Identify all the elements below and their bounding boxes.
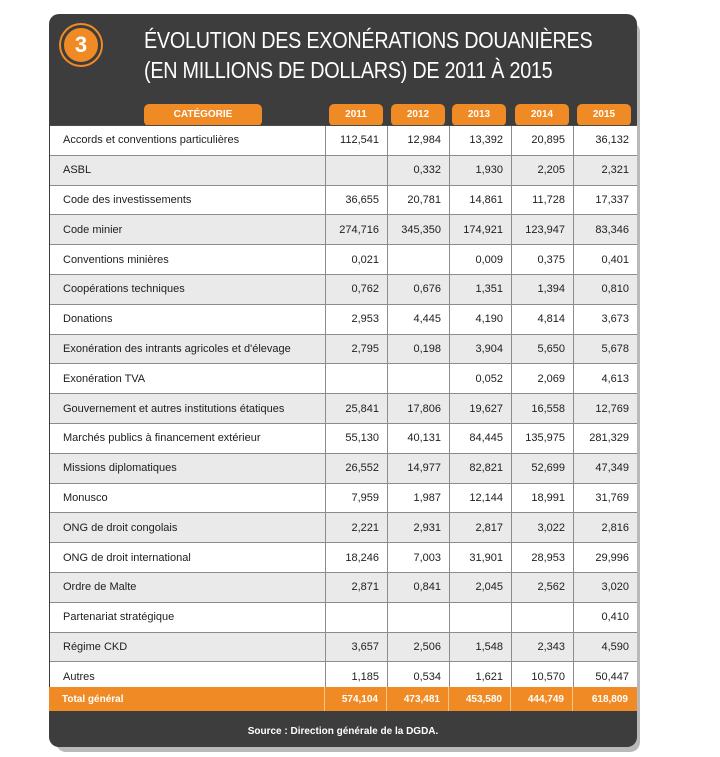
table-card <box>49 14 637 747</box>
table-row <box>50 602 637 632</box>
cell-2012: 17,806 <box>387 394 449 423</box>
cell-2015: 83,346 <box>573 215 637 244</box>
cell-2013: 1,621 <box>449 662 511 691</box>
total-label: Total général <box>62 693 124 705</box>
header-year-2014: 2014 <box>515 104 569 126</box>
table-row <box>50 423 637 453</box>
cell-2013: 174,921 <box>449 215 511 244</box>
cell-2013: 3,904 <box>449 335 511 364</box>
data-table <box>50 125 637 702</box>
cell-2012: 0,841 <box>387 573 449 602</box>
row-label: ONG de droit congolais <box>63 521 178 534</box>
cell-2013: 2,817 <box>449 513 511 542</box>
table-row <box>50 632 637 662</box>
cell-2011: 2,953 <box>325 305 387 334</box>
cell-2012: 4,445 <box>387 305 449 334</box>
cell-2013: 31,901 <box>449 543 511 572</box>
cell-2012: 20,781 <box>387 186 449 215</box>
cell-2013: 13,392 <box>449 126 511 155</box>
cell-2013: 1,930 <box>449 156 511 185</box>
cell-2012: 14,977 <box>387 454 449 483</box>
cell-2011: 7,959 <box>325 484 387 513</box>
cell-2014: 16,558 <box>511 394 573 423</box>
cell-2015: 3,673 <box>573 305 637 334</box>
table-row <box>50 572 637 602</box>
cell-2011: 112,541 <box>325 126 387 155</box>
table-row <box>50 155 637 185</box>
cell-2013: 1,548 <box>449 633 511 662</box>
cell-2011: 3,657 <box>325 633 387 662</box>
cell-2015: 4,590 <box>573 633 637 662</box>
header-year-2015: 2015 <box>577 104 631 126</box>
table-row <box>50 542 637 572</box>
cell-2011: 25,841 <box>325 394 387 423</box>
cell-2014 <box>511 603 573 632</box>
table-row <box>50 393 637 423</box>
cell-2011: 36,655 <box>325 186 387 215</box>
cell-2011 <box>325 156 387 185</box>
cell-2015: 47,349 <box>573 454 637 483</box>
table-row <box>50 304 637 334</box>
cell-2011: 2,221 <box>325 513 387 542</box>
cell-2015: 31,769 <box>573 484 637 513</box>
table-row <box>50 244 637 274</box>
cell-2014: 2,562 <box>511 573 573 602</box>
cell-2012: 0,198 <box>387 335 449 364</box>
table-row <box>50 363 637 393</box>
row-label: Ordre de Malte <box>63 581 137 594</box>
total-2011: 574,104 <box>324 687 386 711</box>
cell-2012: 0,332 <box>387 156 449 185</box>
row-label: Monusco <box>63 491 108 504</box>
cell-2011: 26,552 <box>325 454 387 483</box>
cell-2014: 10,570 <box>511 662 573 691</box>
column-header-bar <box>49 104 637 126</box>
cell-2015: 2,816 <box>573 513 637 542</box>
row-label: ASBL <box>63 164 92 177</box>
figure-number-badge: 3 <box>61 25 101 65</box>
cell-2014: 2,343 <box>511 633 573 662</box>
row-label: ONG de droit international <box>63 551 191 564</box>
total-row <box>49 687 637 711</box>
cell-2015: 29,996 <box>573 543 637 572</box>
table-row <box>50 185 637 215</box>
row-label: Missions diplomatiques <box>63 462 177 475</box>
cell-2012: 1,987 <box>387 484 449 513</box>
cell-2013: 0,052 <box>449 364 511 393</box>
cell-2015: 2,321 <box>573 156 637 185</box>
row-label: Donations <box>63 313 113 326</box>
cell-2011: 1,185 <box>325 662 387 691</box>
cell-2014: 52,699 <box>511 454 573 483</box>
cell-2012: 0,676 <box>387 275 449 304</box>
row-label: Partenariat stratégique <box>63 611 175 624</box>
cell-2013: 19,627 <box>449 394 511 423</box>
cell-2013 <box>449 603 511 632</box>
cell-2015: 0,410 <box>573 603 637 632</box>
cell-2015: 0,401 <box>573 245 637 274</box>
row-label: Régime CKD <box>63 640 128 653</box>
cell-2014: 4,814 <box>511 305 573 334</box>
table-row <box>50 453 637 483</box>
cell-2013: 2,045 <box>449 573 511 602</box>
row-label: Accords et conventions particulières <box>63 134 240 147</box>
cell-2014: 0,375 <box>511 245 573 274</box>
row-label: Conventions minières <box>63 253 169 266</box>
title-line-1: ÉVOLUTION DES EXONÉRATIONS DOUANIÈRES <box>144 27 593 53</box>
table-row <box>50 334 637 364</box>
cell-2014: 11,728 <box>511 186 573 215</box>
cell-2012: 345,350 <box>387 215 449 244</box>
cell-2014: 135,975 <box>511 424 573 453</box>
header-year-2012: 2012 <box>391 104 445 126</box>
table-row <box>50 483 637 513</box>
cell-2014: 5,650 <box>511 335 573 364</box>
row-label: Gouvernement et autres institutions étatiques <box>63 402 285 415</box>
header-year-2013: 2013 <box>452 104 506 126</box>
row-label: Exonération TVA <box>63 372 146 385</box>
table-row <box>50 512 637 542</box>
cell-2014: 2,205 <box>511 156 573 185</box>
cell-2012: 12,984 <box>387 126 449 155</box>
cell-2014: 3,022 <box>511 513 573 542</box>
cell-2014: 1,394 <box>511 275 573 304</box>
table-title <box>144 25 593 85</box>
cell-2011: 2,795 <box>325 335 387 364</box>
row-label: Coopérations techniques <box>63 283 185 296</box>
total-2015: 618,809 <box>572 687 636 711</box>
row-label: Code minier <box>63 223 123 236</box>
cell-2013: 1,351 <box>449 275 511 304</box>
cell-2013: 12,144 <box>449 484 511 513</box>
cell-2011: 2,871 <box>325 573 387 602</box>
cell-2011: 0,762 <box>325 275 387 304</box>
header-year-2011: 2011 <box>329 104 383 126</box>
cell-2012 <box>387 603 449 632</box>
cell-2015: 12,769 <box>573 394 637 423</box>
row-label: Autres <box>63 670 95 683</box>
header-category: CATÉGORIE <box>144 104 262 126</box>
cell-2015: 3,020 <box>573 573 637 602</box>
cell-2011 <box>325 603 387 632</box>
cell-2015: 0,810 <box>573 275 637 304</box>
cell-2015: 5,678 <box>573 335 637 364</box>
table-row <box>50 125 637 155</box>
cell-2013: 82,821 <box>449 454 511 483</box>
source-note: Source : Direction générale de la DGDA. <box>247 726 439 737</box>
table-row <box>50 274 637 304</box>
row-label: Marchés publics à financement extérieur <box>63 432 261 445</box>
cell-2014: 2,069 <box>511 364 573 393</box>
cell-2013: 4,190 <box>449 305 511 334</box>
cell-2012: 2,506 <box>387 633 449 662</box>
cell-2011: 18,246 <box>325 543 387 572</box>
cell-2012 <box>387 364 449 393</box>
cell-2014: 20,895 <box>511 126 573 155</box>
cell-2012: 7,003 <box>387 543 449 572</box>
cell-2015: 50,447 <box>573 662 637 691</box>
row-label: Code des investissements <box>63 193 192 206</box>
cell-2013: 0,009 <box>449 245 511 274</box>
cell-2013: 84,445 <box>449 424 511 453</box>
cell-2012: 0,534 <box>387 662 449 691</box>
cell-2015: 281,329 <box>573 424 637 453</box>
total-2013: 453,580 <box>448 687 510 711</box>
table-row <box>50 214 637 244</box>
cell-2012 <box>387 245 449 274</box>
cell-2014: 18,991 <box>511 484 573 513</box>
cell-2014: 123,947 <box>511 215 573 244</box>
cell-2011: 55,130 <box>325 424 387 453</box>
title-line-2: (EN MILLIONS DE DOLLARS) DE 2011 À 2015 <box>144 57 553 83</box>
cell-2011: 274,716 <box>325 215 387 244</box>
cell-2011: 0,021 <box>325 245 387 274</box>
cell-2012: 2,931 <box>387 513 449 542</box>
cell-2015: 17,337 <box>573 186 637 215</box>
row-label: Exonération des intrants agricoles et d'élevage <box>63 342 291 355</box>
total-2012: 473,481 <box>386 687 448 711</box>
cell-2015: 4,613 <box>573 364 637 393</box>
cell-2014: 28,953 <box>511 543 573 572</box>
cell-2013: 14,861 <box>449 186 511 215</box>
total-2014: 444,749 <box>510 687 572 711</box>
cell-2011 <box>325 364 387 393</box>
cell-2012: 40,131 <box>387 424 449 453</box>
cell-2015: 36,132 <box>573 126 637 155</box>
